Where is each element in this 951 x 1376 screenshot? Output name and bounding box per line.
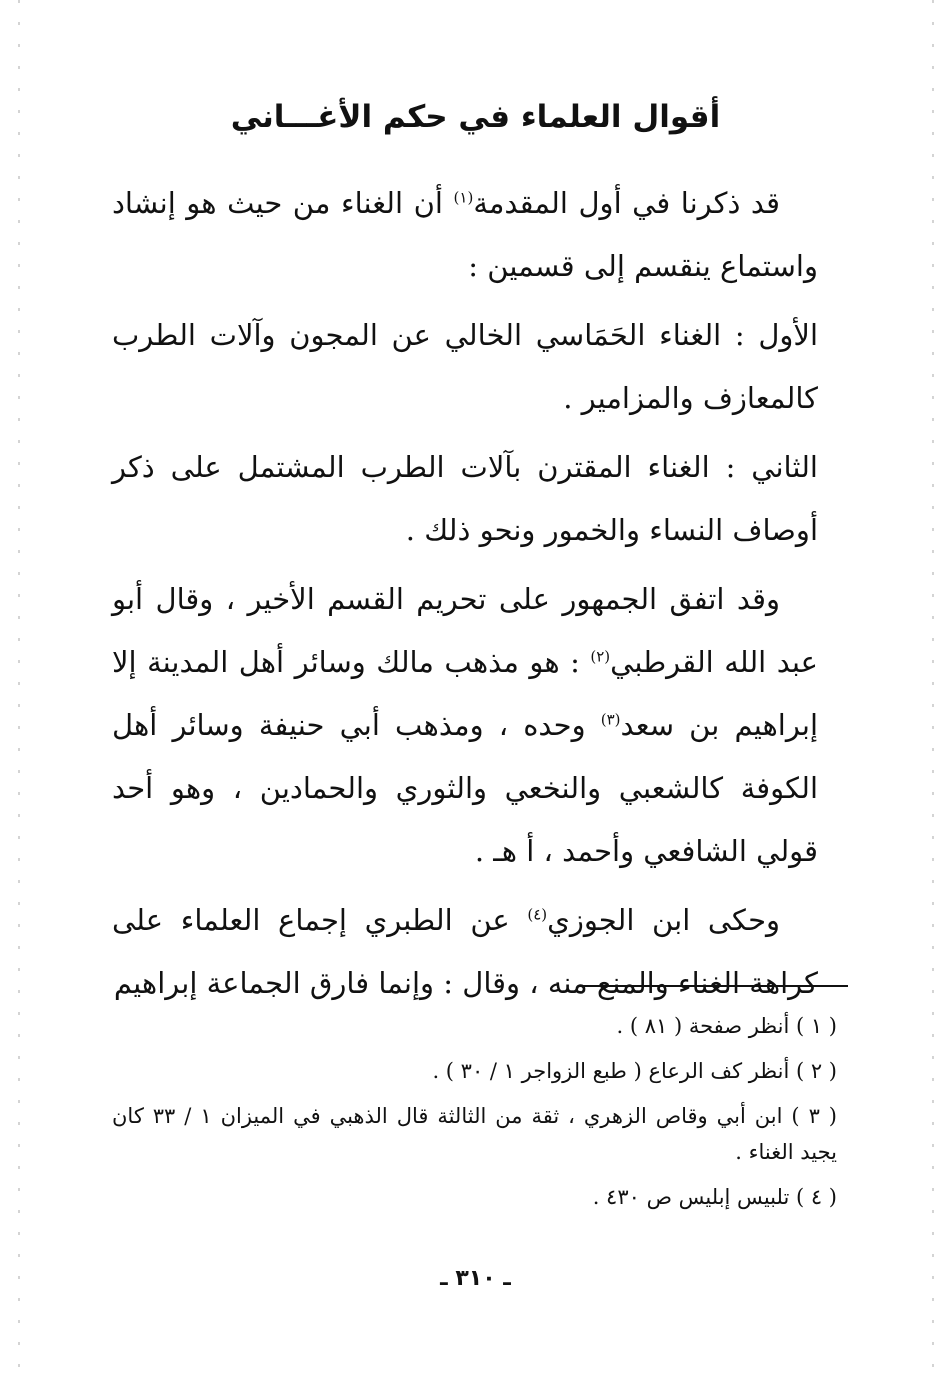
paragraph-4 <box>112 568 818 883</box>
footnote-3: ( ٣ ) ابن أبي وقاص الزهري ، ثقة من الثالثة قال الذهبي في الميزان ١ / ٣٣ كان يجيد الغناء . <box>112 1104 837 1164</box>
page-number: ـ ٣١٠ ـ <box>440 1266 511 1291</box>
footnote-ref-2: (٢) <box>590 647 611 666</box>
paragraph-3 <box>112 436 818 562</box>
footnote-2: ( ٢ ) أنظر كف الرعاع ( طبع الزواجر ١ / ٣٠ ) . <box>432 1059 837 1083</box>
paragraph-4-text-b: : هو مذهب مالك وسائر أهل المدينة إلا إبراهيم بن سعد <box>112 645 818 742</box>
page-title: أقوال العلماء في حكم الأغـــاني <box>230 99 721 135</box>
footnote-ref-4: (٤) <box>527 905 548 924</box>
paragraph-2 <box>112 304 818 430</box>
body-text <box>112 172 818 1021</box>
footnote-4: ( ٤ ) تلبيس إبليس ص ٤٣٠ . <box>592 1185 837 1209</box>
footnote-1: ( ١ ) أنظر صفحة ( ٨١ ) . <box>616 1014 837 1038</box>
paragraph-4-text-a: وقد اتفق الجمهور على تحريم القسم الأخير ، وقال أبو عبد الله القرطبي <box>112 582 818 679</box>
footnotes <box>112 1008 837 1224</box>
left-margin-dots <box>18 0 20 1376</box>
footnote-ref-1: (١) <box>453 188 474 207</box>
paragraph-1-text-b: أن الغناء من حيث هو إنشاد واستماع ينقسم إلى قسمين : <box>112 186 818 283</box>
paragraph-3-text: الثاني : الغناء المقترن بآلات الطرب المشتمل على ذكر أوصاف النساء والخمور ونحو ذلك . <box>112 450 818 547</box>
footnote-ref-3: (٣) <box>600 710 621 729</box>
footnote-separator <box>582 985 848 987</box>
right-margin-dots <box>932 0 934 1376</box>
paragraph-1-text-a: قد ذكرنا في أول المقدمة <box>473 186 781 220</box>
paragraph-4-text-c: وحده ، ومذهب أبي حنيفة وسائر أهل الكوفة كالشعبي والنخعي والثوري والحمادين ، وهو أحد قولي الشافعي وأحمد ، أ هـ . <box>112 708 818 868</box>
paragraph-5 <box>112 889 818 1015</box>
paragraph-1 <box>112 172 818 298</box>
paragraph-5-text-b: عن الطبري إجماع العلماء على كراهة الغناء والمنع منه ، وقال : وإنما فارق الجماعة إبراهيم <box>112 903 818 1000</box>
paragraph-5-text-a: وحكى ابن الجوزي <box>547 903 780 937</box>
paragraph-2-text: الأول : الغناء الحَمَاسي الخالي عن المجون وآلات الطرب كالمعازف والمزامير . <box>112 318 818 415</box>
